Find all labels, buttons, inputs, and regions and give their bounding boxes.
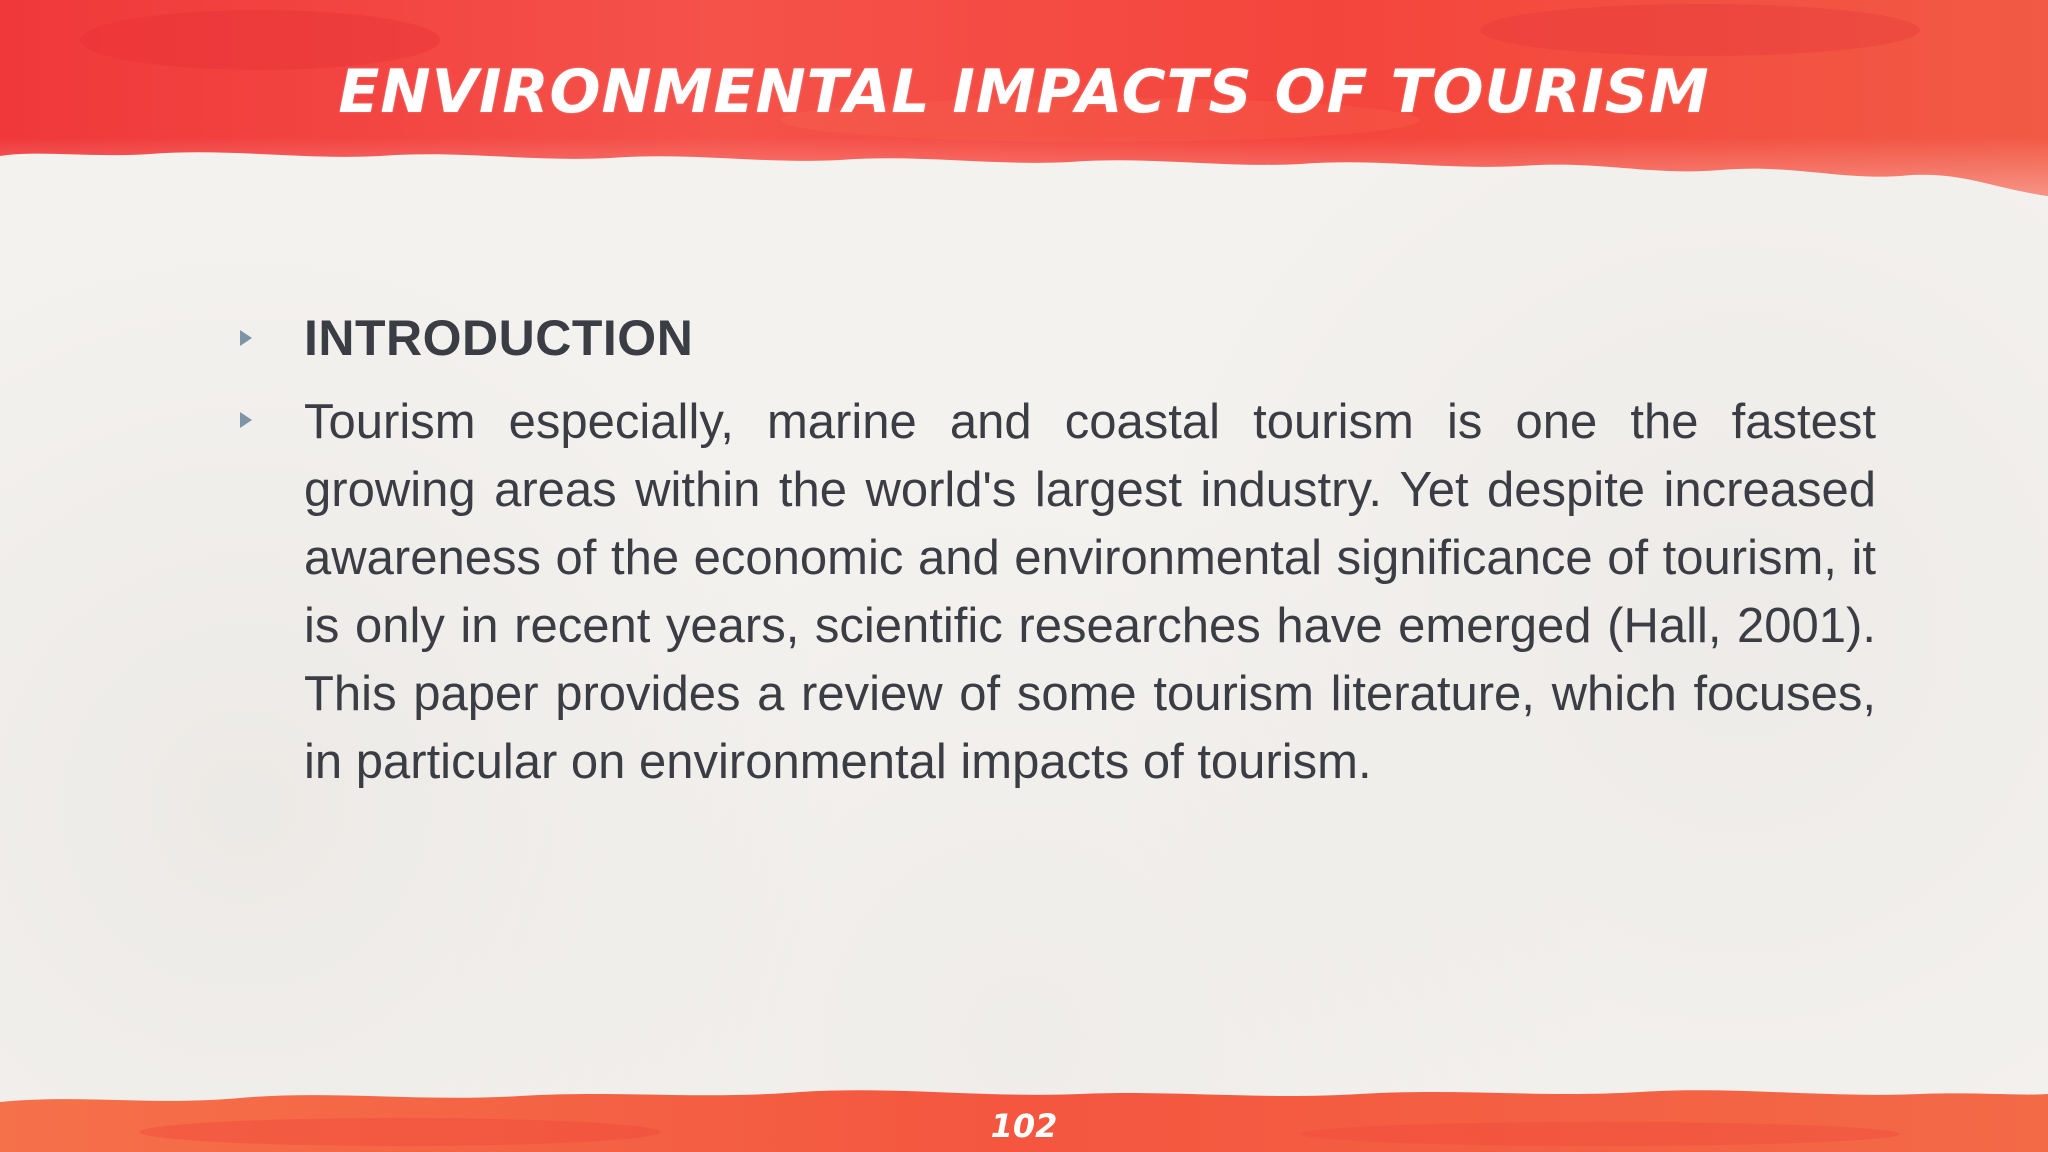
slide-title: ENVIRONMENTAL IMPACTS OF TOURISM bbox=[338, 57, 1710, 127]
bullet-arrow-icon bbox=[240, 330, 252, 346]
bullet-paragraph: Tourism especially, marine and coastal tourism is one the fastest growing areas within the world's largest industry. Yet despite increased awareness of the economic and environmental significance of tourism, it is only in recent years, scientific researches have emerged (Hall, 2001). This paper provides a review of some tourism literature, which focuses, in particular on environmental impacts of tourism. bbox=[304, 395, 1876, 789]
bullet-heading: INTRODUCTION bbox=[304, 310, 694, 366]
slide-content bbox=[236, 306, 1876, 796]
bullet-arrow-icon bbox=[240, 412, 252, 428]
bullet-item-introduction bbox=[236, 306, 1876, 370]
bullet-item-paragraph bbox=[236, 388, 1876, 796]
page-number: 102 bbox=[990, 1107, 1058, 1145]
